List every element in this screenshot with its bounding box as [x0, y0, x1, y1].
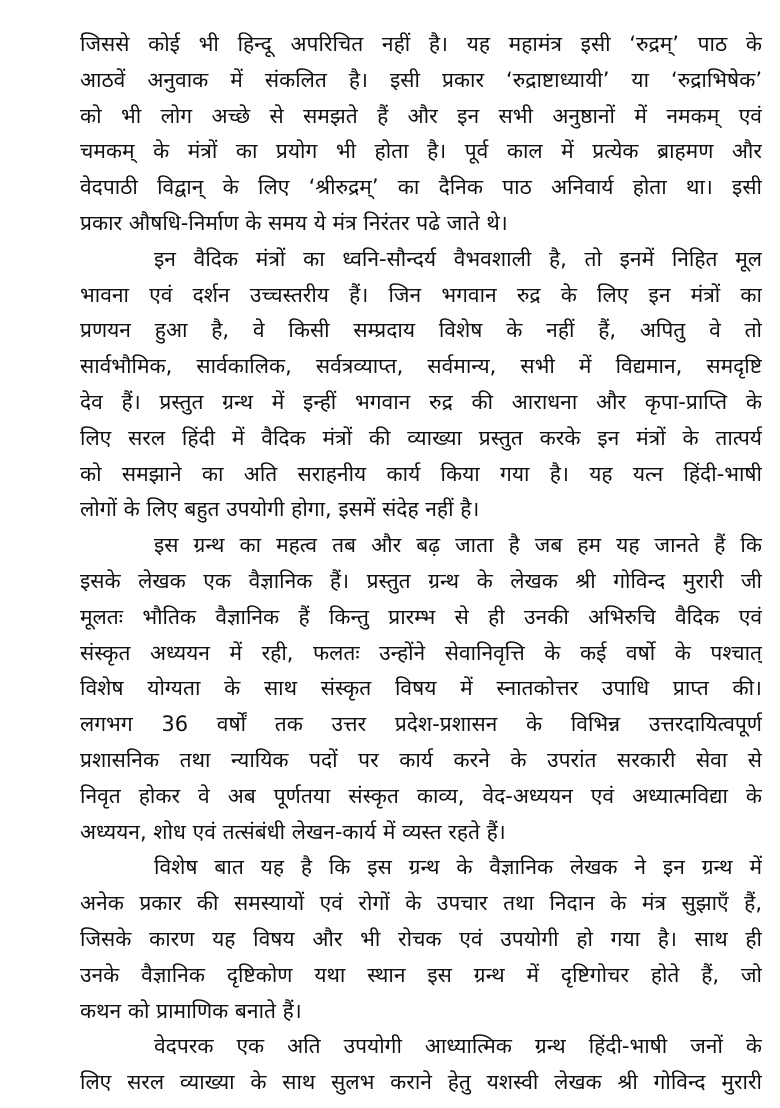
- text-line: लोगों के लिए बहुत उपयोगी होगा, इसमें संदेह नहीं है।: [80, 497, 480, 522]
- text-line: लिए सरल हिंदी में वैदिक मंत्रों की व्याख्या प्रस्तुत करके इन मंत्रों के तात्पर्य: [80, 425, 762, 450]
- text-line: जिसके कारण यह विषय और भी रोचक एवं उपयोगी हो गया है। साथ ही: [80, 926, 762, 951]
- text-line: वेदपरक एक अति उपयोगी आध्यात्मिक ग्रन्थ हिंदी-भाषी जनों के: [154, 1034, 762, 1059]
- text-line: प्रकार औषधि-निर्माण के समय ये मंत्र निरंतर पढे जाते थे।: [80, 210, 508, 235]
- text-line: विशेष बात यह है कि इस ग्रन्थ के वैज्ञानिक लेखक ने इन ग्रन्थ में: [154, 855, 762, 880]
- text-line: विशेष योग्यता के साथ संस्कृत विषय में स्नातकोत्तर उपाधि प्राप्त की।: [80, 676, 762, 701]
- text-line: प्रणयन हुआ है, वे किसी सम्प्रदाय विशेष के नहीं हैं, अपितु वे तो: [80, 318, 762, 343]
- paragraph: [80, 528, 762, 850]
- text-line: प्रशासनिक तथा न्यायिक पदों पर कार्य करने के उपरांत सरकारी सेवा से: [80, 747, 762, 772]
- paragraph: [80, 27, 762, 242]
- text-line: भावना एवं दर्शन उच्चस्तरीय हैं। जिन भगवान रुद्र के लिए इन मंत्रों का: [80, 282, 762, 307]
- text-line: मूलतः भौतिक वैज्ञानिक हैं किन्तु प्रारम्भ से ही उनकी अभिरुचि वैदिक एवं: [80, 604, 762, 629]
- text-line: देव हैं। प्रस्तुत ग्रन्थ में इन्हीं भगवान रुद्र की आराधना और कृपा-प्राप्ति के: [80, 389, 762, 414]
- text-line: वेदपाठी विद्वान् के लिए ‘श्रीरुद्रम्’ का दैनिक पाठ अनिवार्य होता था। इसी: [80, 175, 762, 200]
- text-line: उनके वैज्ञानिक दृष्टिकोण यथा स्थान इस ग्रन्थ में दृष्टिगोचर होते हैं, जो: [80, 962, 762, 987]
- text-line: चमकम् के मंत्रों का प्रयोग भी होता है। पूर्व काल में प्रत्येक ब्राहमण और: [80, 139, 762, 164]
- text-line: कथन को प्रामाणिक बनाते हैं।: [80, 998, 302, 1023]
- text-line: अनेक प्रकार की समस्यायों एवं रोगों के उपचार तथा निदान के मंत्र सुझाएँ हैं,: [80, 891, 762, 916]
- text-line: इसके लेखक एक वैज्ञानिक हैं। प्रस्तुत ग्रन्थ के लेखक श्री गोविन्द मुरारी जी: [80, 568, 762, 593]
- text-line: निवृत होकर वे अब पूर्णतया संस्कृत काव्य, वेद-अध्ययन एवं अध्यात्मविद्या के: [80, 783, 762, 808]
- text-line: अध्ययन, शोध एवं तत्संबंधी लेखन-कार्य में व्यस्त रहते हैं।: [80, 819, 506, 844]
- text-line: को भी लोग अच्छे से समझते हैं और इन सभी अनुष्ठानों में नमकम् एवं: [80, 103, 762, 128]
- text-line: लगभग 36 वर्षों तक उत्तर प्रदेश-प्रशासन के विभिन्न उत्तरदायित्वपूर्ण: [80, 712, 762, 737]
- text-line: इन वैदिक मंत्रों का ध्वनि-सौन्दर्य वैभवशाली है, तो इनमें निहित मूल: [154, 246, 762, 271]
- text-line: लिए सरल व्याख्या के साथ सुलभ कराने हेतु यशस्वी लेखक श्री गोविन्द मुरारी: [80, 1070, 762, 1095]
- text-line: सार्वभौमिक, सार्वकालिक, सर्वत्रव्याप्त, सर्वमान्य, सभी में विद्यमान, समदृष्टि: [80, 354, 762, 379]
- paragraph: [80, 242, 762, 528]
- text-line: संस्कृत अध्ययन में रही, फलतः उन्होंने सेवानिवृत्ति के कई वर्षो के पश्चात्: [80, 640, 762, 665]
- paragraph: [80, 850, 762, 1029]
- text-line: आठवें अनुवाक में संकलित है। इसी प्रकार ‘रुद्राष्टाध्यायी’ या ‘रुद्राभिषेक’: [80, 67, 762, 92]
- paragraph: [80, 1029, 762, 1101]
- text-line: जिससे कोई भी हिन्दू अपरिचित नहीं है। यह महामंत्र इसी ‘रुद्रम्’ पाठ के: [80, 32, 762, 56]
- text-line: को समझाने का अति सराहनीय कार्य किया गया है। यह यत्न हिंदी-भाषी: [80, 461, 762, 486]
- document-page: [80, 27, 762, 1101]
- text-line: इस ग्रन्थ का महत्व तब और बढ़ जाता है जब हम यह जानते हैं कि: [154, 533, 762, 558]
